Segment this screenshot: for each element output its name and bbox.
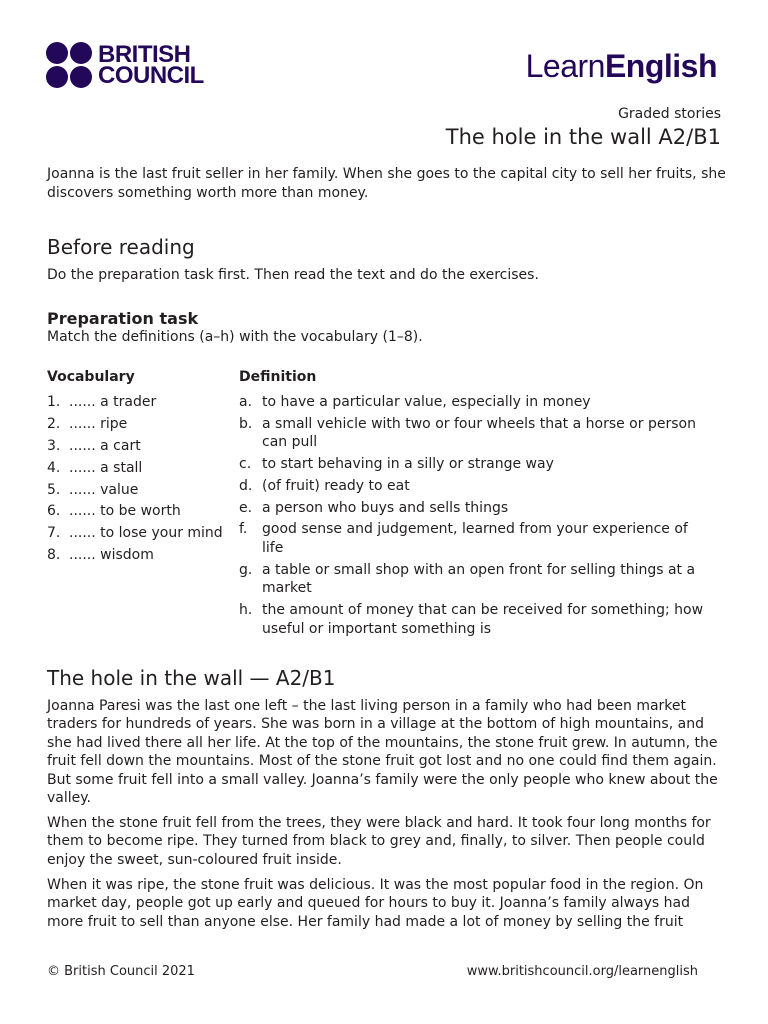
vocab-text: ...... to be worth [69,503,181,520]
vocab-number: 2. [47,415,61,432]
vocabulary-list [47,393,223,568]
vocab-text: ...... wisdom [69,547,154,564]
vocab-text: ...... a cart [69,437,141,454]
vocab-number: 4. [47,459,61,476]
definition-letter: g. [239,561,253,578]
definition-letter: c. [239,456,252,473]
footer-copyright: © British Council 2021 [47,964,195,979]
brand-light: Learn [525,48,605,84]
vocabulary-header: Vocabulary [47,369,135,385]
vocab-item [47,415,223,437]
british-council-logo [46,42,204,88]
definition-item [239,561,709,598]
definition-text: (of fruit) ready to eat [262,477,410,494]
definition-text: good sense and judgement, learned from your experience of life [262,521,688,556]
definition-item [239,477,709,496]
definition-letter: f. [239,521,248,538]
vocab-number: 6. [47,503,61,520]
definition-text: to start behaving in a silly or strange way [262,456,554,473]
vocab-number: 7. [47,525,61,542]
definition-text: a person who buys and sells things [262,499,509,516]
story-paragraph: Joanna Paresi was the last one left – the last living person in a family who had been market traders for hundreds of years. She was born in a village at the bottom of high mountains, and she had lived there all her life. At the top of the mountains, the stone fruit grew. In autumn, the fruit fell down the mountains. Most of the stone fruit got lost and no one could find them again. But some fruit fell into a small valley. Joanna’s family were the only people who knew about the valley. [47,698,718,807]
definition-letter: e. [239,499,253,516]
definition-text: a table or small shop with an open front for selling things at a market [262,561,696,597]
footer-url: www.britishcouncil.org/learnenglish [466,964,698,979]
definition-header: Definition [239,369,317,385]
vocab-item [47,393,223,415]
vocab-item [47,524,223,546]
definition-item [239,601,709,638]
page-title: The hole in the wall A2/B1 [445,125,721,149]
vocab-text: ...... a stall [69,459,143,476]
preparation-instruction: Match the definitions (a–h) with the vocabulary (1–8). [47,329,423,345]
logo-line2: COUNCIL [98,62,204,89]
story-paragraph: When it was ripe, the stone fruit was delicious. It was the most popular food in the region. On market day, people got up early and queued for hours to buy it. Joanna’s family always had more fruit to sell than anyone else. Her family had made a lot of money by selling the fruit [47,876,704,930]
definition-letter: b. [239,415,253,432]
vocab-text: ...... to lose your mind [69,525,223,542]
vocab-text: ...... value [69,481,139,498]
definition-letter: a. [239,394,253,410]
brand-bold: English [604,48,717,84]
learnenglish-logo [526,48,717,85]
definition-letter: d. [239,477,253,494]
vocab-item [47,437,223,459]
story-body [47,697,727,938]
before-reading-heading: Before reading [47,235,195,259]
definition-letter: h. [239,602,253,619]
vocab-item [47,546,223,568]
logo-dots-icon [46,42,94,88]
vocab-number: 1. [47,394,61,410]
definition-item [239,415,709,452]
story-heading: The hole in the wall — A2/B1 [47,666,336,690]
definition-text: to have a particular value, especially in money [262,394,591,410]
definition-list [239,393,709,641]
vocab-number: 8. [47,547,61,564]
vocab-number: 3. [47,437,61,454]
section-kicker: Graded stories [618,106,721,122]
vocab-text: ...... a trader [69,394,157,410]
definition-item [239,499,709,518]
intro-text: Joanna is the last fruit seller in her family. When she goes to the capital city to sell her fruits, she discovers something worth more than money. [47,166,726,201]
definition-item [239,393,709,412]
definition-text: the amount of money that can be received for something; how useful or important something is [262,602,704,637]
preparation-task-heading: Preparation task [47,309,199,328]
vocab-item [47,481,223,503]
vocab-item [47,459,223,481]
logo-line1: BRITISH [98,41,191,68]
vocab-text: ...... ripe [69,415,128,432]
definition-item [239,520,709,557]
vocab-number: 5. [47,481,61,498]
story-paragraph: When the stone fruit fell from the trees, they were black and hard. It took four long months for them to become ripe. They turned from black to grey and, finally, to silver. Then people could enjoy the sweet, sun-coloured fruit inside. [47,815,711,868]
vocab-item [47,502,223,524]
definition-text: a small vehicle with two or four wheels that a horse or person can pull [262,415,696,451]
definition-item [239,455,709,474]
before-reading-instruction: Do the preparation task first. Then read the text and do the exercises. [47,267,539,283]
